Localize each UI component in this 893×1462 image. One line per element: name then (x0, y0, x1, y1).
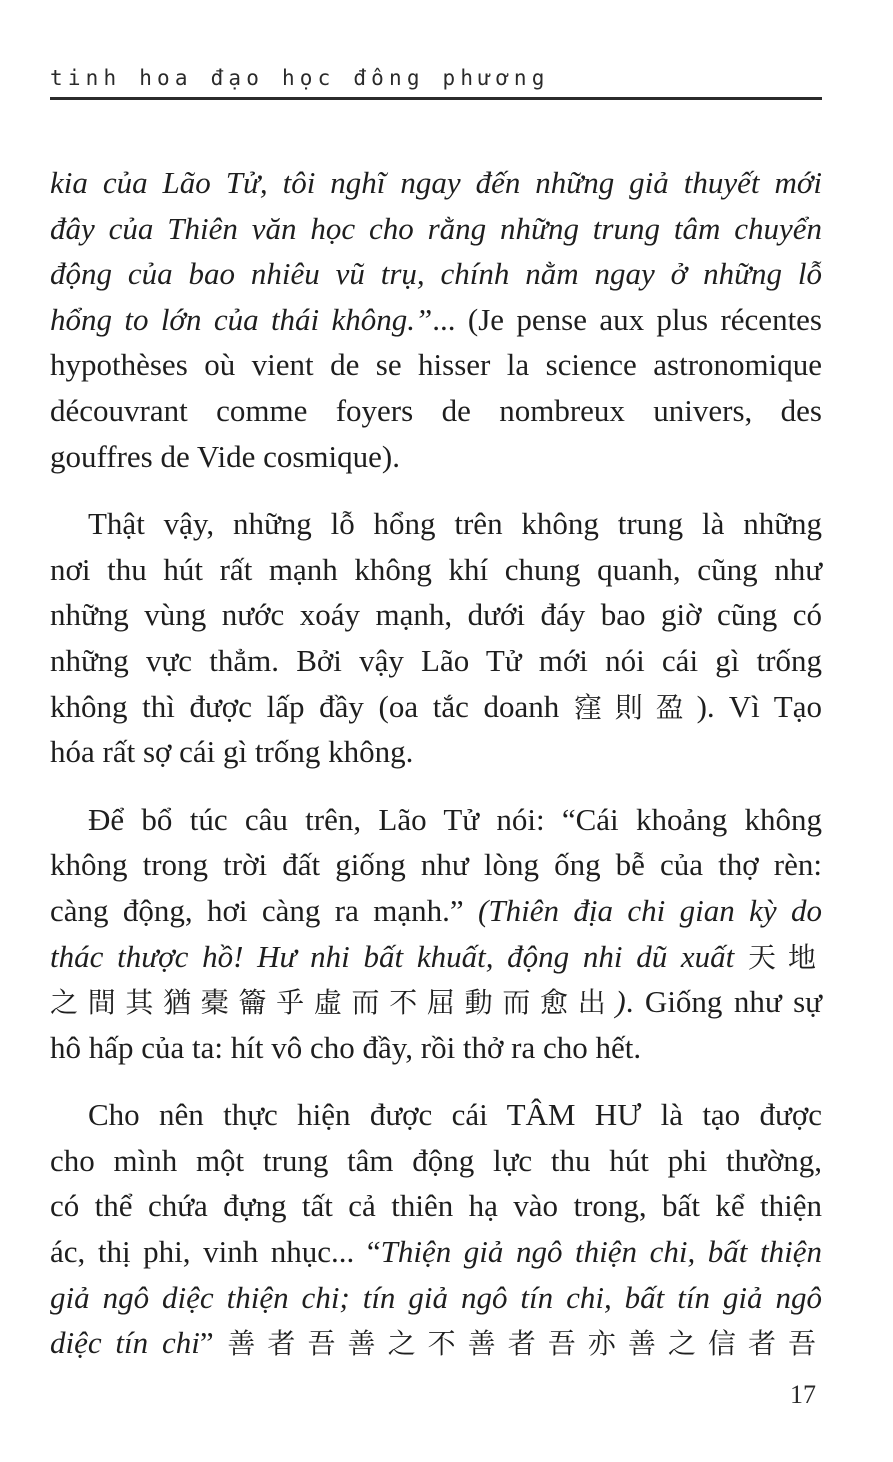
text-run: càng động, hơi càng ra mạnh.” (50, 892, 479, 928)
text-line (50, 797, 822, 843)
header-rule (50, 97, 822, 100)
text-line (50, 979, 822, 1025)
text-run: ... (Je pense aux plus récentes (432, 301, 822, 337)
italic-text: động của bao nhiêu vũ trụ, chính nằm ngay ở những lỗ (50, 256, 822, 292)
paragraph-spacer (50, 479, 822, 501)
text-line (50, 1025, 822, 1071)
text-line (50, 592, 822, 638)
chinese-text: 善者吾善之不善者吾亦善之信者吾 (227, 1327, 822, 1361)
text-run: cho mình một trung tâm động lực thu hút phi thường, (50, 1142, 822, 1178)
text-line (50, 1229, 822, 1275)
text-run: gouffres de Vide cosmique). (50, 438, 400, 474)
text-run: những vực thẳm. Bởi vậy Lão Tử mới nói cái gì trống (50, 642, 822, 678)
chinese-text: 之間其猶橐籥乎虛而不屈動而愈出 (50, 986, 616, 1020)
text-run: ” (199, 1325, 228, 1361)
text-run: hypothèses où vient de se hisser la science astronomique (50, 347, 822, 383)
text-run: không trong trời đất giống như lòng ống bễ của thợ rèn: (50, 847, 822, 883)
text-run: ). Vì Tạo (696, 688, 822, 724)
paragraph (50, 501, 822, 775)
running-header-title: tinh hoa đạo học đông phương (50, 66, 550, 90)
text-line (50, 251, 822, 297)
italic-text: diệc tín chi (50, 1325, 200, 1361)
text-run: hóa rất sợ cái gì trống không. (50, 734, 414, 770)
text-line (50, 638, 822, 684)
italic-text: đây của Thiên văn học cho rằng những trung tâm chuyển (50, 210, 822, 246)
text-line (50, 888, 822, 934)
text-run: . Giống như sự (625, 984, 822, 1020)
text-line (50, 1275, 822, 1321)
text-run: hô hấp của ta: hít vô cho đầy, rồi thở ra cho hết. (50, 1029, 642, 1065)
italic-text: thác thược hồ! Hư nhi bất khuất, động nhi dũ xuất (50, 938, 749, 974)
paragraph (50, 797, 822, 1071)
page-body (50, 160, 822, 1366)
text-run: ác, thị phi, vinh nhục... “ (50, 1234, 381, 1270)
text-run: Để bổ túc câu trên, Lão Tử nói: “Cái khoảng không (88, 801, 822, 837)
text-line (50, 388, 822, 434)
italic-text: giả ngô diệc thiện chi; tín giả ngô tín chi, bất tín giả ngô (50, 1279, 822, 1315)
text-line (50, 842, 822, 888)
italic-text: (Thiên địa chi gian kỳ do (478, 892, 822, 928)
italic-text: Thiện giả ngô thiện chi, bất thiện (380, 1234, 822, 1270)
paragraph-spacer (50, 775, 822, 797)
paragraph-spacer (50, 1070, 822, 1092)
page-number: 17 (790, 1380, 816, 1409)
paragraph (50, 1092, 822, 1366)
text-run: những vùng nước xoáy mạnh, dưới đáy bao giờ cũng có (50, 597, 822, 633)
text-line (50, 160, 822, 206)
text-line (50, 434, 822, 480)
text-line (50, 297, 822, 343)
text-run: không thì được lấp đầy (oa tắc doanh (50, 688, 574, 724)
text-line (50, 206, 822, 252)
text-line (50, 729, 822, 775)
text-run: nơi thu hút rất mạnh không khí chung quanh, cũng như (50, 551, 822, 587)
text-line (50, 547, 822, 593)
text-line (50, 501, 822, 547)
text-line (50, 1138, 822, 1184)
italic-text: ) (615, 984, 626, 1020)
paragraph (50, 160, 822, 479)
chinese-text: 天地 (748, 940, 822, 974)
text-line (50, 1183, 822, 1229)
text-line (50, 684, 822, 730)
text-line (50, 342, 822, 388)
text-run: Thật vậy, những lỗ hổng trên không trung là những (88, 506, 822, 542)
italic-text: kia của Lão Tử, tôi nghĩ ngay đến những giả thuyết mới (50, 165, 822, 200)
italic-text: hổng to lớn của thái không.” (50, 301, 433, 337)
text-line (50, 1092, 822, 1138)
text-run: découvrant comme foyers de nombreux univers, des (50, 392, 822, 428)
text-line (50, 934, 822, 980)
text-line (50, 1320, 822, 1366)
text-run: có thể chứa đựng tất cả thiên hạ vào trong, bất kể thiện (50, 1188, 822, 1224)
text-run: Cho nên thực hiện được cái TÂM HƯ là tạo được (88, 1097, 822, 1133)
chinese-text: 窪則盈 (573, 690, 697, 724)
